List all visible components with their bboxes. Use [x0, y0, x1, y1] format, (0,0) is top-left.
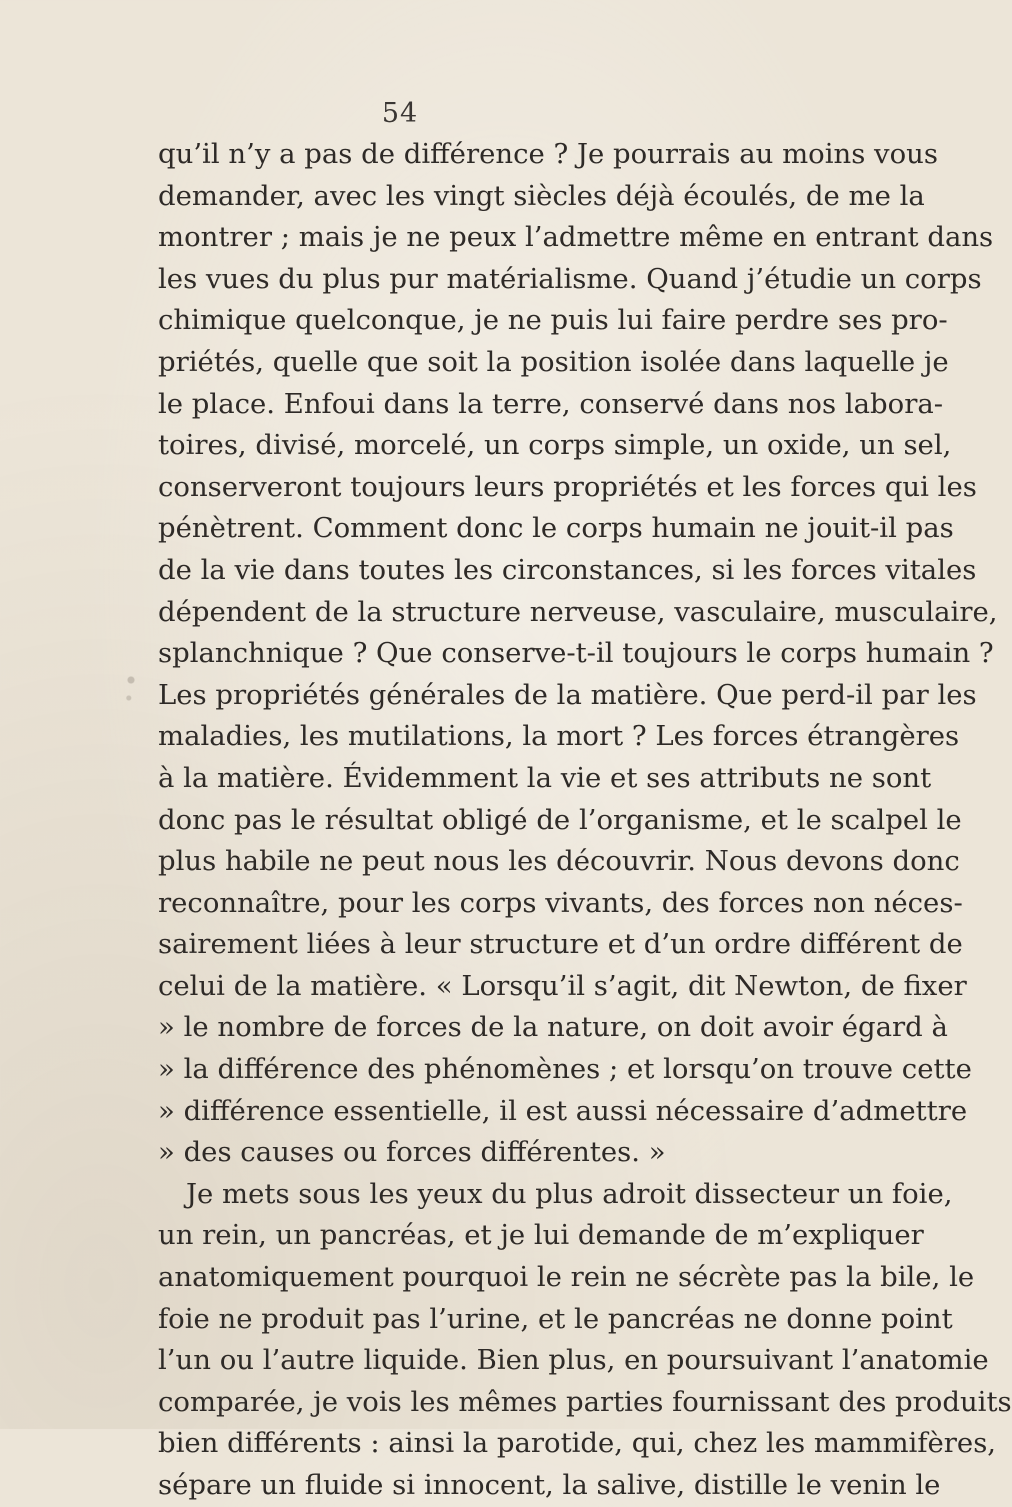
text-line: bien différents : ainsi la parotide, qui, chez les mammifères,	[158, 1427, 997, 1460]
text-line: anatomiquement pourquoi le rein ne sécrète pas la bile, le	[158, 1261, 975, 1294]
text-line: demander, avec les vingt siècles déjà écoulés, de me la	[158, 179, 925, 212]
text-line: un rein, un pancréas, et je lui demande de m’expliquer	[158, 1219, 924, 1252]
text-line: Je mets sous les yeux du plus adroit dissecteur un foie,	[186, 1177, 953, 1210]
text-line: le place. Enfoui dans la terre, conservé dans nos labora-	[158, 387, 944, 420]
text-line: chimique quelconque, je ne puis lui faire perdre ses pro-	[158, 304, 948, 337]
text-line: celui de la matière. « Lorsqu’il s’agit, dit Newton, de fixer	[158, 969, 967, 1002]
text-line: reconnaître, pour les corps vivants, des forces non néces-	[158, 886, 963, 919]
text-line: splanchnique ? Que conserve-t-il toujours le corps humain ?	[158, 637, 994, 670]
text-line: qu’il n’y a pas de différence ? Je pourrais au moins vous	[158, 138, 938, 170]
text-line: » la différence des phénomènes ; et lorsqu’on trouve cette	[158, 1053, 972, 1086]
text-line: de la vie dans toutes les circonstances, si les forces vitales	[158, 553, 977, 586]
text-line: Les propriétés générales de la matière. Que perd-il par les	[158, 678, 977, 711]
text-line: plus habile ne peut nous les découvrir. Nous devons donc	[158, 845, 960, 878]
text-line: sépare un fluide si innocent, la salive, distille le venin le	[158, 1469, 941, 1501]
text-line: » des causes ou forces différentes. »	[158, 1136, 666, 1169]
text-line: conserveront toujours leurs propriétés et les forces qui les	[158, 470, 977, 503]
text-line: foie ne produit pas l’urine, et le pancréas ne donne point	[158, 1302, 953, 1335]
text-line: donc pas le résultat obligé de l’organisme, et le scalpel le	[158, 803, 962, 836]
text-line: comparée, je vois les mêmes parties fournissant des produits	[158, 1385, 1012, 1418]
text-line: montrer ; mais je ne peux l’admettre même en entrant dans	[158, 221, 994, 254]
text-line: pénètrent. Comment donc le corps humain ne jouit-il pas	[158, 512, 954, 545]
text-line: » le nombre de forces de la nature, on doit avoir égard à	[158, 1011, 948, 1044]
page-number: 54	[381, 98, 419, 129]
text-line: toires, divisé, morcelé, un corps simple, un oxide, un sel,	[158, 429, 952, 462]
text-line: les vues du plus pur matérialisme. Quand j’étudie un corps	[158, 262, 982, 295]
body-text	[158, 134, 1012, 1507]
text-line: maladies, les mutilations, la mort ? Les forces étrangères	[158, 720, 960, 753]
ink-smudge	[120, 668, 142, 708]
text-line: sairement liées à leur structure et d’un ordre différent de	[158, 928, 963, 961]
text-line: à la matière. Évidemment la vie et ses attributs ne sont	[158, 761, 932, 794]
text-line: dépendent de la structure nerveuse, vasculaire, musculaire,	[158, 595, 998, 628]
text-line: l’un ou l’autre liquide. Bien plus, en poursuivant l’anatomie	[158, 1344, 989, 1377]
text-line: priétés, quelle que soit la position isolée dans laquelle je	[158, 345, 949, 378]
text-line: » différence essentielle, il est aussi nécessaire d’admettre	[158, 1094, 968, 1127]
